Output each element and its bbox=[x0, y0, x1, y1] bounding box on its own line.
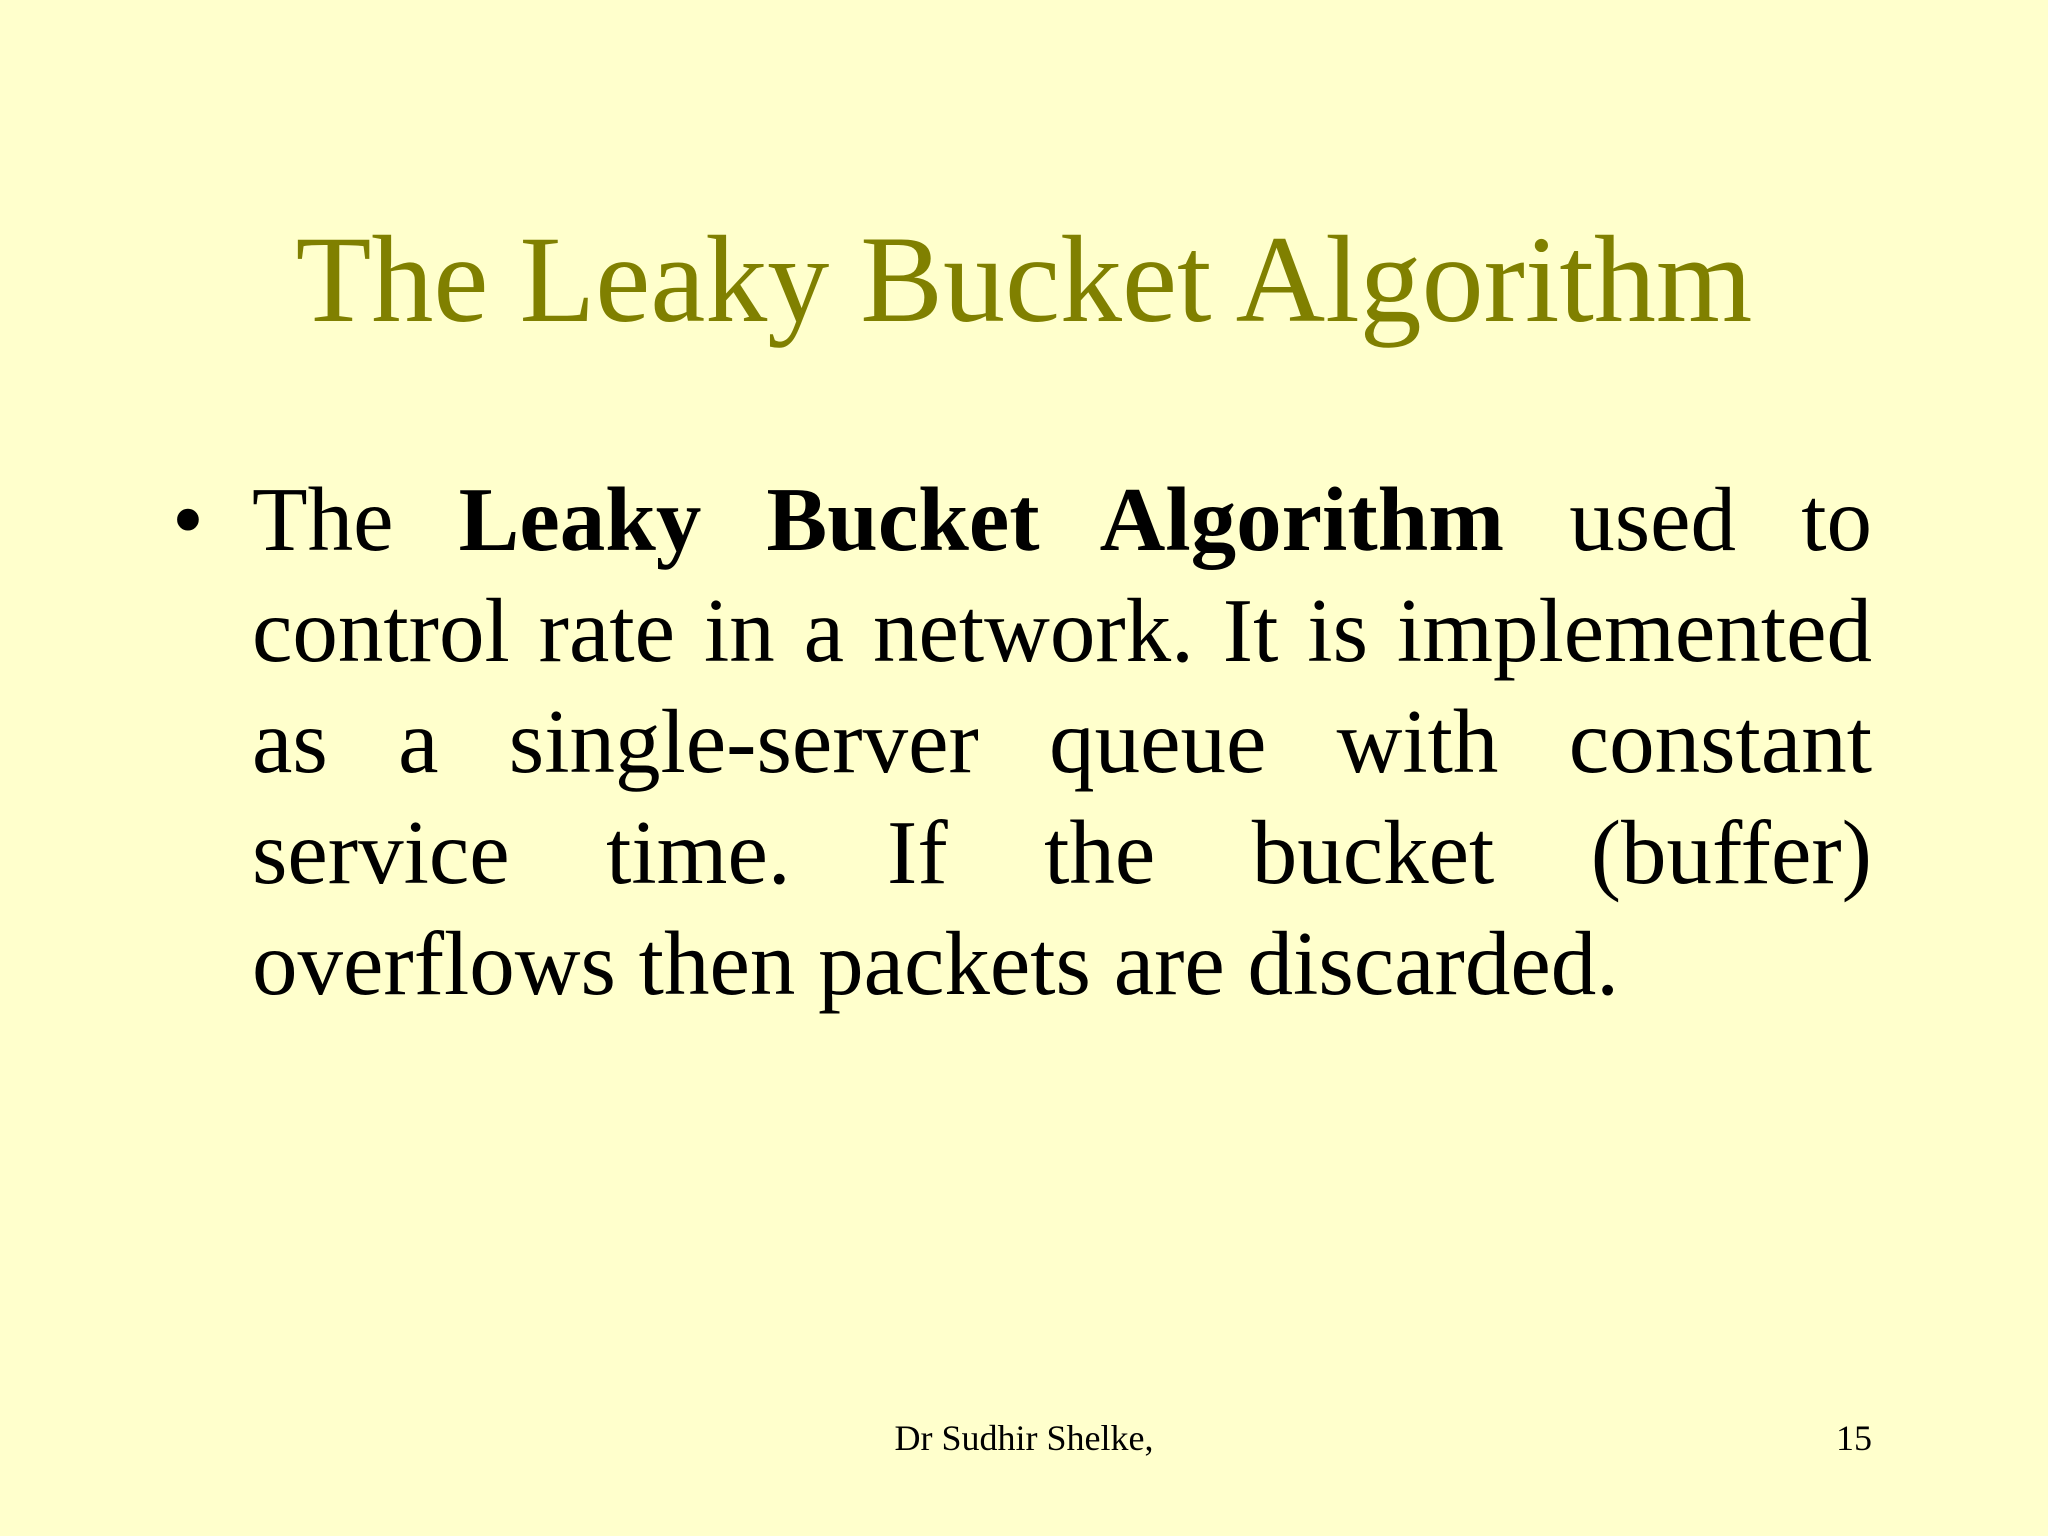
footer-author: Dr Sudhir Shelke, bbox=[894, 1418, 1154, 1458]
bullet-item bbox=[172, 464, 1872, 1019]
bullet-list bbox=[172, 464, 1872, 1019]
bullet-icon: • bbox=[172, 469, 204, 570]
bullet-lead-text: The bbox=[252, 469, 459, 570]
page-number: 15 bbox=[1836, 1418, 1872, 1458]
bullet-bold-term: Leaky Bucket Algorithm bbox=[458, 469, 1505, 570]
slide-title: The Leaky Bucket Algorithm bbox=[295, 211, 1753, 348]
bullet-body-text: used to control rate in a network. It is implemented as a single-server queue with constant service time. If the bucket (buffer) overflows then packets are discarded. bbox=[252, 469, 1872, 1014]
